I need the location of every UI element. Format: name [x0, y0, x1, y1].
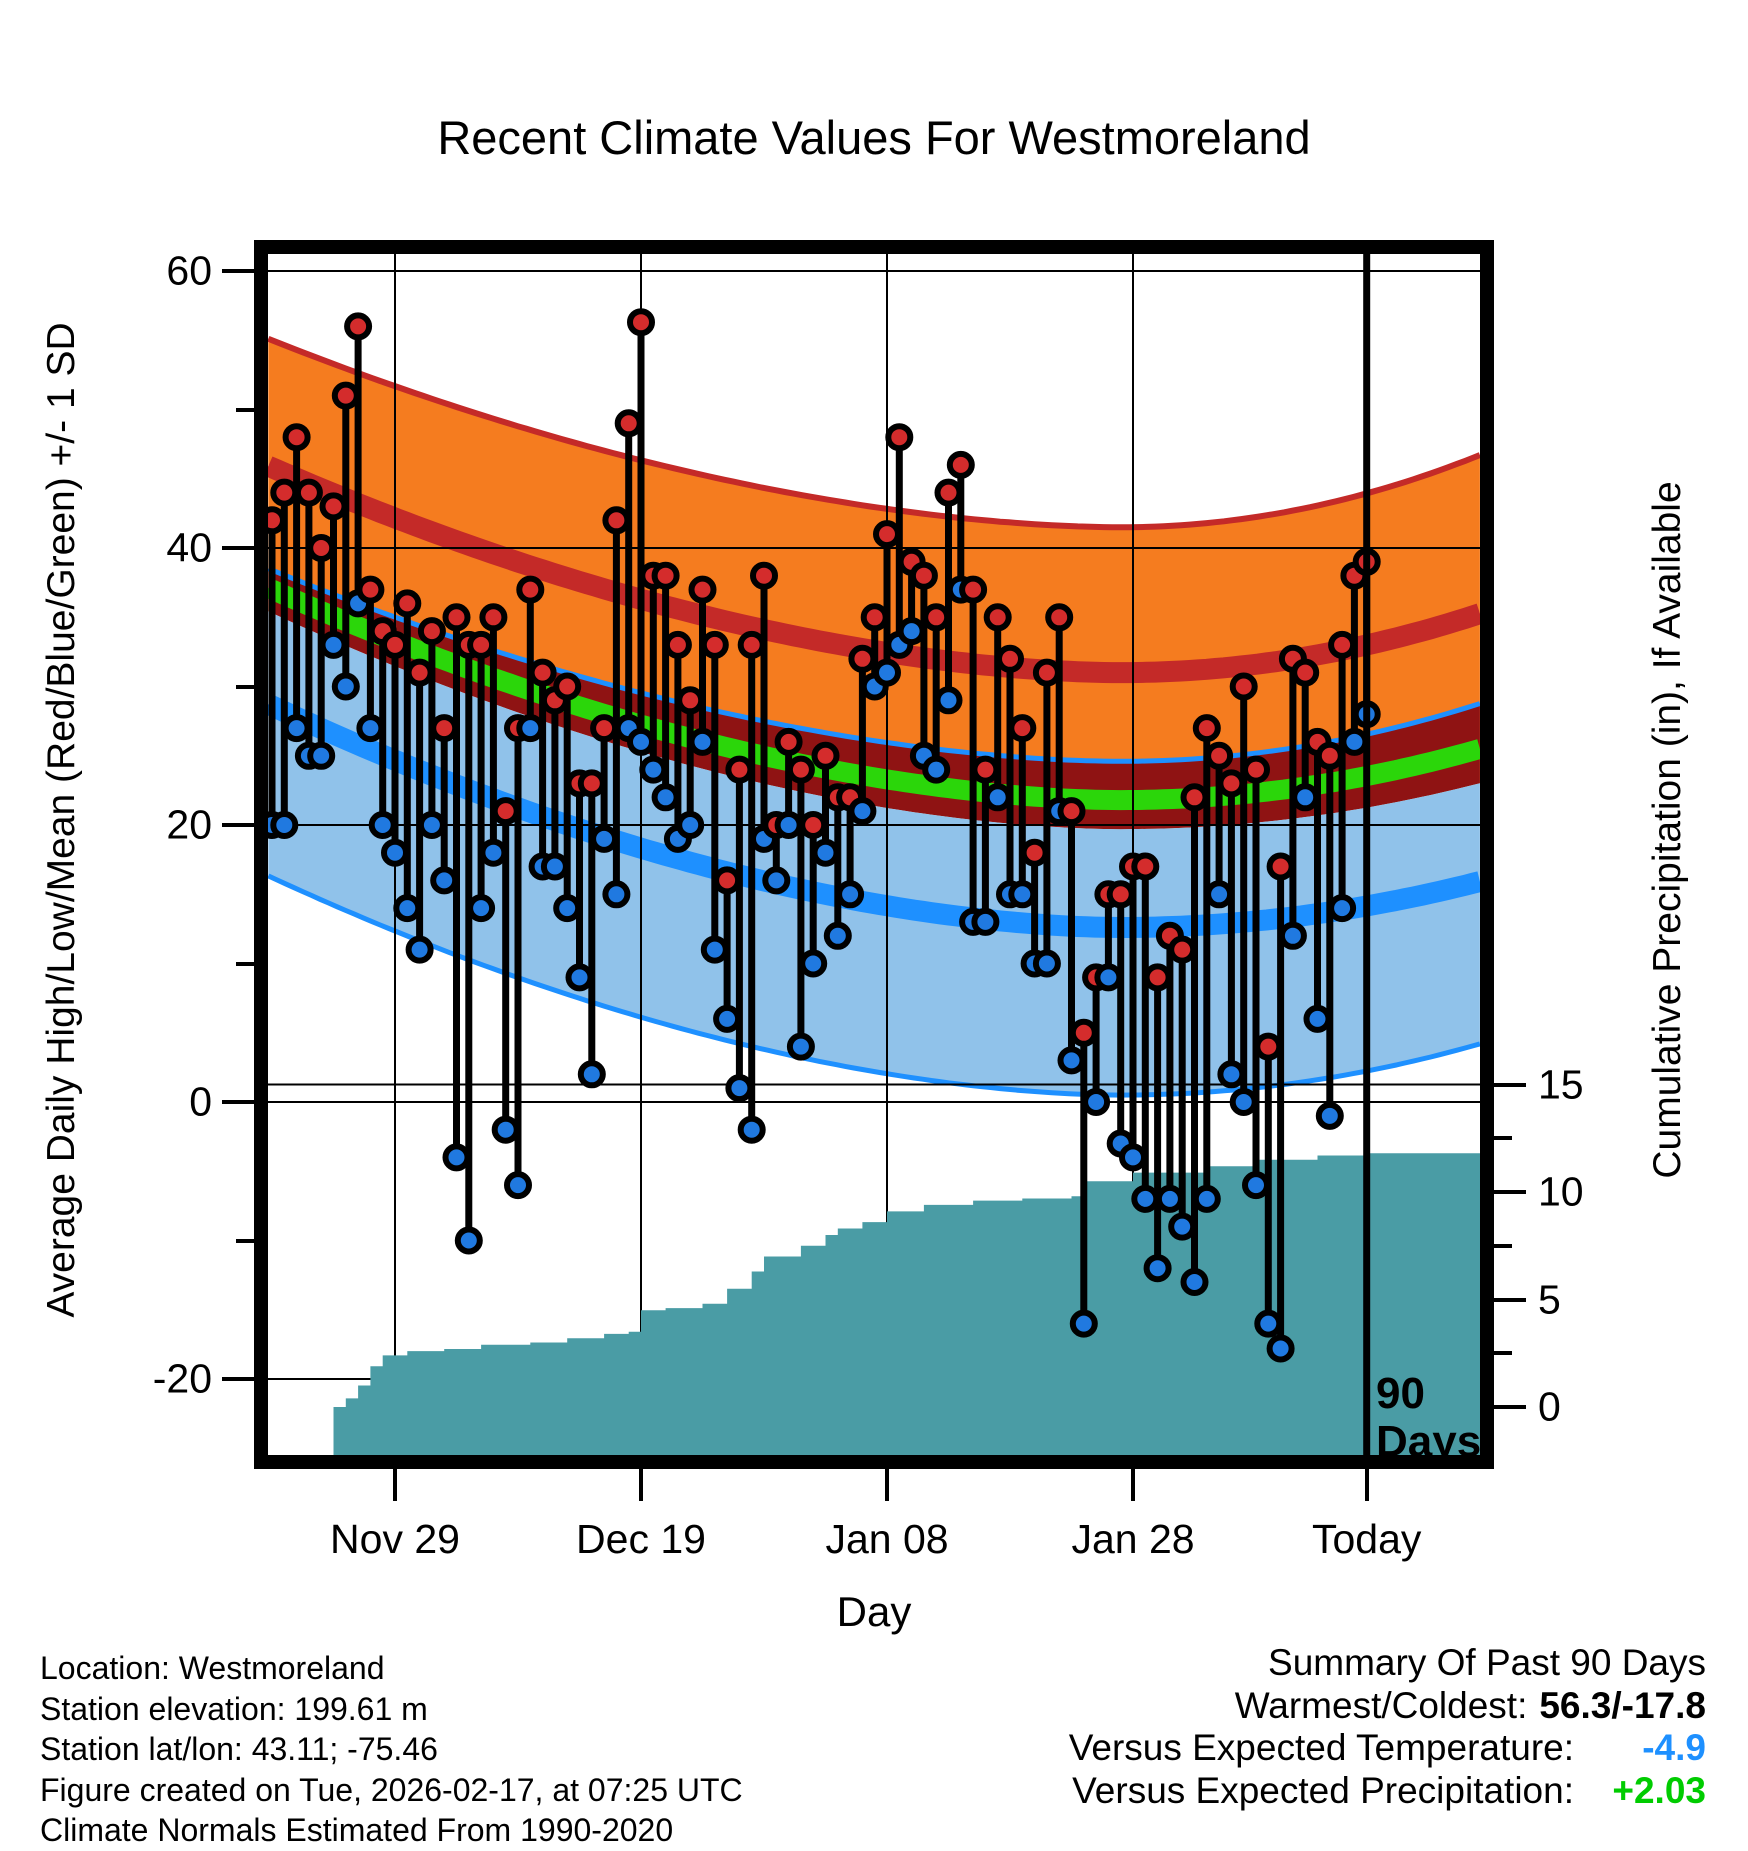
daily-high-marker [876, 523, 898, 545]
daily-high-marker [593, 717, 615, 739]
daily-high-marker [421, 620, 443, 642]
summary-precip-line [1069, 1770, 1706, 1813]
vs-expected-temp-label: Versus Expected Temperature: [1068, 1727, 1574, 1768]
y-left-tick-label: 20 [166, 801, 212, 848]
y-right-tick [1494, 1190, 1526, 1194]
daily-low-marker [839, 883, 861, 905]
daily-high-marker [323, 495, 345, 517]
y-left-tick [222, 269, 254, 273]
y-left-tick [222, 1100, 254, 1104]
station-location: Location: Westmoreland [40, 1650, 385, 1686]
daily-low-marker [741, 1119, 763, 1141]
daily-low-marker [372, 814, 394, 836]
daily-high-marker [1061, 800, 1083, 822]
daily-low-marker [581, 1063, 603, 1085]
daily-high-marker [1196, 717, 1218, 739]
daily-low-marker [421, 814, 443, 836]
y-right-minor-tick [1494, 1351, 1512, 1355]
daily-high-marker [999, 648, 1021, 670]
daily-high-marker [470, 634, 492, 656]
daily-low-marker [1122, 1146, 1144, 1168]
daily-low-marker [519, 717, 541, 739]
figure-created: Figure created on Tue, 2026-02-17, at 07:25 UTC [40, 1771, 743, 1808]
daily-low-marker [446, 1146, 468, 1168]
vs-expected-temp-value: -4.9 [1642, 1727, 1706, 1768]
daily-high-marker [938, 482, 960, 504]
daily-high-marker [396, 592, 418, 614]
y-right-tick [1494, 1405, 1526, 1409]
daily-high-marker [851, 648, 873, 670]
climate-chart [268, 254, 1480, 1455]
daily-high-marker [1294, 662, 1316, 684]
daily-low-marker [704, 939, 726, 961]
summary-warmest-line [1069, 1685, 1706, 1728]
daily-high-marker [1011, 717, 1033, 739]
daily-high-marker [556, 676, 578, 698]
y-left-minor-tick [236, 408, 254, 412]
y-right-tick [1494, 1298, 1526, 1302]
daily-high-marker [1073, 1022, 1095, 1044]
x-axis-tick-label: Dec 19 [576, 1516, 706, 1562]
daily-high-marker [790, 759, 812, 781]
plot-area [254, 240, 1494, 1469]
daily-low-marker [1085, 1091, 1107, 1113]
daily-high-marker [950, 454, 972, 476]
daily-high-marker [1110, 883, 1132, 905]
y-left-tick-label: -20 [152, 1355, 212, 1402]
daily-low-marker [851, 800, 873, 822]
x-axis-tick [1131, 1469, 1135, 1501]
daily-high-marker [1134, 856, 1156, 878]
daily-high-marker [1147, 966, 1169, 988]
daily-low-marker [1061, 1049, 1083, 1071]
daily-high-marker [630, 311, 652, 333]
daily-low-marker [605, 883, 627, 905]
daily-low-marker [974, 911, 996, 933]
daily-low-marker [778, 814, 800, 836]
daily-high-marker [409, 662, 431, 684]
daily-high-marker [974, 759, 996, 781]
daily-low-marker [630, 731, 652, 753]
daily-low-marker [544, 856, 566, 878]
y-right-minor-tick [1494, 1244, 1512, 1248]
daily-low-marker [1233, 1091, 1255, 1113]
x-axis-tick [885, 1469, 889, 1501]
daily-low-marker [1257, 1313, 1279, 1335]
daily-low-marker [1282, 925, 1304, 947]
daily-high-marker [433, 717, 455, 739]
summary-block [1069, 1642, 1706, 1812]
daily-high-marker [1319, 745, 1341, 767]
daily-low-marker [1159, 1188, 1181, 1210]
x-axis-tick-label: Jan 28 [1071, 1516, 1195, 1562]
warmest-coldest-label: Warmest/Coldest: [1234, 1684, 1528, 1726]
daily-high-marker [1233, 676, 1255, 698]
daily-high-marker [692, 579, 714, 601]
daily-high-marker [384, 634, 406, 656]
daily-low-marker [987, 786, 1009, 808]
daily-low-marker [1331, 897, 1353, 919]
x-axis-tick [393, 1469, 397, 1501]
daily-low-marker [335, 676, 357, 698]
daily-low-marker [1245, 1174, 1267, 1196]
station-elevation: Station elevation: 199.61 m [40, 1690, 428, 1727]
daily-high-marker [1331, 634, 1353, 656]
summary-header: Summary Of Past 90 Days [1268, 1642, 1706, 1683]
daily-high-marker [802, 814, 824, 836]
daily-low-marker [310, 745, 332, 767]
y-right-tick-label: 15 [1538, 1061, 1584, 1107]
y-right-tick-label: 10 [1538, 1168, 1584, 1215]
y-left-tick [222, 1377, 254, 1381]
daily-low-marker [815, 842, 837, 864]
daily-low-marker [1134, 1188, 1156, 1210]
daily-low-marker [482, 842, 504, 864]
daily-high-marker [273, 482, 295, 504]
chart-title: Recent Climate Values For Westmoreland [437, 111, 1311, 164]
daily-low-marker [384, 842, 406, 864]
ninety-days-label-line2: Days [1376, 1417, 1482, 1466]
daily-low-marker [1036, 953, 1058, 975]
daily-high-marker [778, 731, 800, 753]
daily-high-marker [728, 759, 750, 781]
daily-high-marker [359, 579, 381, 601]
y-left-tick-label: 0 [189, 1078, 212, 1125]
x-axis-tick [1365, 1469, 1369, 1501]
y-axis-left-label: Average Daily High/Low/Mean (Red/Blue/Green) +/- 1 SD [40, 322, 83, 1318]
daily-high-marker [1257, 1036, 1279, 1058]
daily-high-marker [1184, 786, 1206, 808]
y-left-tick [222, 546, 254, 550]
climate-normals-note: Climate Normals Estimated From 1990-2020 [40, 1812, 674, 1848]
y-right-tick [1494, 1083, 1526, 1087]
daily-high-marker [1048, 606, 1070, 628]
y-left-minor-tick [236, 1239, 254, 1243]
daily-high-marker [1220, 772, 1242, 794]
daily-high-marker [347, 315, 369, 337]
y-right-tick-label: 5 [1538, 1276, 1561, 1322]
daily-low-marker [1208, 883, 1230, 905]
daily-high-marker [519, 579, 541, 601]
daily-low-marker [359, 717, 381, 739]
daily-low-marker [692, 731, 714, 753]
daily-high-marker [1208, 745, 1230, 767]
y-axis-right-label: Cumulative Precipitation (in), If Available [1646, 481, 1689, 1179]
daily-high-marker [298, 482, 320, 504]
daily-low-marker [876, 662, 898, 684]
y-left-minor-tick [236, 685, 254, 689]
y-left-tick-label: 40 [166, 524, 212, 571]
daily-high-marker [655, 565, 677, 587]
daily-high-marker [310, 537, 332, 559]
y-left-minor-tick [236, 962, 254, 966]
warmest-coldest-value: 56.3/-17.8 [1539, 1684, 1706, 1726]
daily-low-marker [1307, 1008, 1329, 1030]
daily-high-marker [815, 745, 837, 767]
daily-low-marker [655, 786, 677, 808]
daily-high-marker [581, 772, 603, 794]
x-axis-label: Day [836, 1588, 912, 1635]
daily-low-marker [569, 966, 591, 988]
daily-low-marker [1343, 731, 1365, 753]
daily-low-marker [1220, 1063, 1242, 1085]
daily-low-marker [1011, 883, 1033, 905]
daily-low-marker [938, 689, 960, 711]
y-left-tick [222, 823, 254, 827]
station-info [40, 1648, 743, 1851]
y-right-tick-label: 0 [1538, 1383, 1561, 1430]
daily-high-marker [605, 509, 627, 531]
x-axis-tick-label: Jan 08 [825, 1516, 949, 1562]
summary-temp-line [1069, 1727, 1706, 1770]
daily-high-marker [1270, 856, 1292, 878]
daily-low-marker [1097, 966, 1119, 988]
daily-low-marker [433, 869, 455, 891]
x-axis-tick-label: Nov 29 [330, 1516, 460, 1562]
daily-high-marker [446, 606, 468, 628]
daily-low-marker [1171, 1216, 1193, 1238]
daily-high-marker [679, 689, 701, 711]
daily-low-marker [1319, 1105, 1341, 1127]
daily-low-marker [593, 828, 615, 850]
daily-high-marker [913, 565, 935, 587]
daily-low-marker [1196, 1188, 1218, 1210]
station-latlon: Station lat/lon: 43.11; -75.46 [40, 1731, 438, 1767]
daily-low-marker [458, 1230, 480, 1252]
daily-low-marker [765, 869, 787, 891]
daily-high-marker [1245, 759, 1267, 781]
daily-low-marker [827, 925, 849, 947]
daily-high-marker [1024, 842, 1046, 864]
ninety-days-label-line1: 90 [1376, 1369, 1425, 1418]
daily-low-marker [901, 620, 923, 642]
daily-low-marker [409, 939, 431, 961]
daily-high-marker [532, 662, 554, 684]
daily-high-marker [1036, 662, 1058, 684]
daily-high-marker [962, 579, 984, 601]
daily-low-marker [1184, 1271, 1206, 1293]
daily-high-marker [667, 634, 689, 656]
daily-high-marker [741, 634, 763, 656]
daily-low-marker [286, 717, 308, 739]
daily-low-marker [507, 1174, 529, 1196]
x-axis-tick-label: Today [1311, 1516, 1422, 1562]
ninety-days-label [1376, 1370, 1481, 1466]
vs-expected-precip-label: Versus Expected Precipitation: [1072, 1769, 1574, 1811]
y-left-tick-label: 60 [166, 247, 212, 294]
daily-low-marker [716, 1008, 738, 1030]
daily-low-marker [1073, 1313, 1095, 1335]
daily-high-marker [716, 869, 738, 891]
daily-high-marker [335, 385, 357, 407]
daily-low-marker [679, 814, 701, 836]
daily-low-marker [273, 814, 295, 836]
daily-low-marker [790, 1036, 812, 1058]
daily-high-marker [753, 565, 775, 587]
daily-high-marker [482, 606, 504, 628]
daily-low-marker [728, 1077, 750, 1099]
daily-high-marker [987, 606, 1009, 628]
daily-high-marker [864, 606, 886, 628]
daily-high-marker [268, 509, 283, 531]
vs-expected-precip-value: +2.03 [1612, 1769, 1706, 1811]
daily-high-marker [704, 634, 726, 656]
daily-high-marker [1171, 939, 1193, 961]
daily-low-marker [556, 897, 578, 919]
daily-low-marker [495, 1119, 517, 1141]
x-axis-tick [639, 1469, 643, 1501]
daily-high-marker [495, 800, 517, 822]
daily-low-marker [323, 634, 345, 656]
daily-low-marker [925, 759, 947, 781]
daily-high-marker [618, 412, 640, 434]
cumulative-precip-area [334, 1153, 1481, 1455]
daily-high-marker [286, 426, 308, 448]
daily-low-marker [470, 897, 492, 919]
daily-high-marker [925, 606, 947, 628]
daily-high-marker [888, 426, 910, 448]
daily-low-marker [1147, 1257, 1169, 1279]
daily-low-marker [1294, 786, 1316, 808]
daily-low-marker [802, 953, 824, 975]
daily-low-marker [642, 759, 664, 781]
daily-low-marker [1270, 1338, 1292, 1360]
y-right-minor-tick [1494, 1136, 1512, 1140]
daily-low-marker [396, 897, 418, 919]
